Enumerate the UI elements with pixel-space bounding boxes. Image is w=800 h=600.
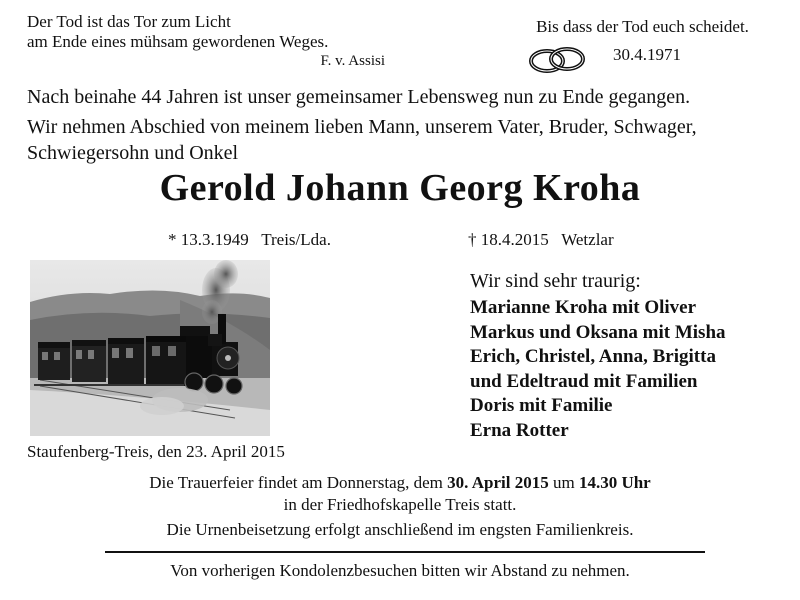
wedding-motto: Bis dass der Tod euch scheidet. xyxy=(536,17,749,36)
death-symbol: † xyxy=(468,230,477,249)
mourner-name: Erich, Christel, Anna, Brigitta xyxy=(470,346,716,367)
funeral-service-info xyxy=(60,472,740,516)
steam-train-photo xyxy=(30,260,270,436)
birth-date: 13.3.1949 xyxy=(180,230,249,249)
service-date: 30. April 2015 xyxy=(447,473,549,492)
quote-right xyxy=(505,16,780,64)
intro-line-2: Wir nehmen Abschied von meinem lieben Mann, unserem Vater, Bruder, Schwager, Schwiegersohn und Onkel xyxy=(27,116,697,164)
mourner-name: Marianne Kroha mit Oliver xyxy=(470,297,697,318)
condolence-note: Von vorherigen Kondolenzbesuchen bitten wir Abstand zu nehmen. xyxy=(170,561,630,580)
quote-line-2: am Ende eines mühsam gewordenen Weges. xyxy=(27,32,329,51)
birth-info xyxy=(168,230,331,250)
urn-burial-note: Die Urnenbeisetzung erfolgt anschließend im engsten Familienkreis. xyxy=(166,520,634,539)
mourner-name: Doris mit Familie xyxy=(470,395,613,416)
wedding-date: 30.4.1971 xyxy=(613,45,681,64)
birth-symbol: * xyxy=(168,230,177,249)
place-date: Staufenberg-Treis, den 23. April 2015 xyxy=(27,442,285,461)
mourners-block xyxy=(470,268,790,443)
quote-line-1: Der Tod ist das Tor zum Licht xyxy=(27,12,231,31)
divider xyxy=(105,551,705,553)
service-location: in der Friedhofskapelle Treis statt. xyxy=(283,495,517,514)
intro-text xyxy=(27,84,787,170)
deceased-name: Gerold Johann Georg Kroha xyxy=(159,167,641,209)
death-place: Wetzlar xyxy=(561,230,614,249)
mourner-name: Markus und Oksana mit Misha xyxy=(470,321,726,343)
service-text-2: um xyxy=(552,473,575,492)
death-date: 18.4.2015 xyxy=(480,230,549,249)
mourner-name: Erna Rotter xyxy=(470,419,569,441)
quote-source: F. v. Assisi xyxy=(320,53,385,69)
service-text-1: Die Trauerfeier findet am Donnerstag, dem xyxy=(149,473,443,492)
service-time: 14.30 Uhr xyxy=(578,473,651,492)
service-line-1 xyxy=(60,472,740,494)
birth-place: Treis/Lda. xyxy=(261,230,331,249)
death-info xyxy=(468,230,614,250)
wedding-rings-icon xyxy=(525,44,589,76)
quote-left xyxy=(27,12,397,70)
mourner-name: und Edeltraud mit Familien xyxy=(470,370,698,392)
intro-line-1: Nach beinahe 44 Jahren ist unser gemeinsamer Lebensweg nun zu Ende gegangen. xyxy=(27,86,691,108)
mourners-intro: Wir sind sehr traurig: xyxy=(470,270,641,292)
